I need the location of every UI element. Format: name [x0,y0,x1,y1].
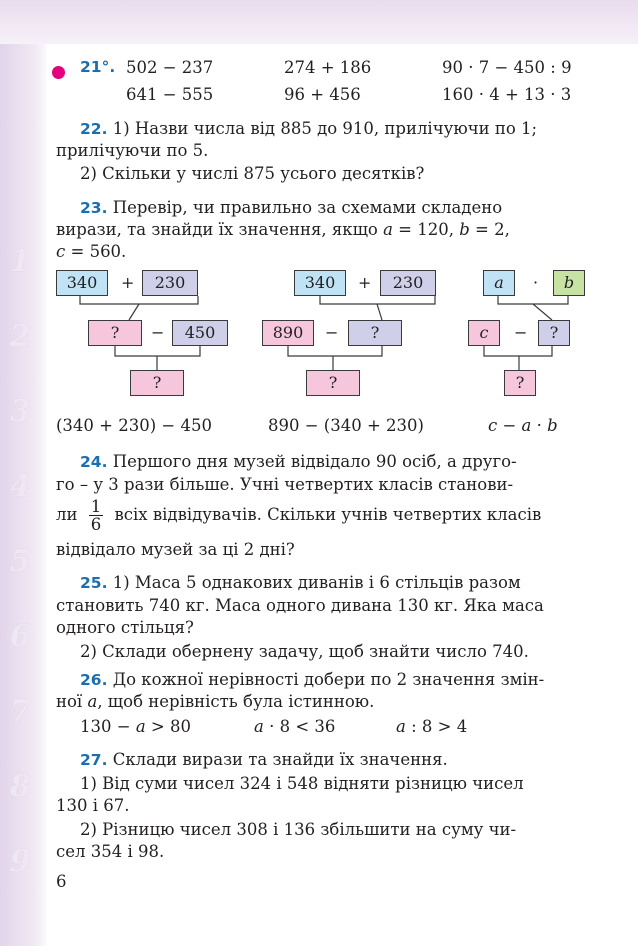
inequality [396,715,467,738]
value-text: = 2, [469,220,510,239]
value-text: = 560. [65,242,127,261]
problem-text: Склади вирази та знайди їх значення. [112,750,448,769]
expression: 90 · 7 − 450 : 9 [442,58,572,77]
problem-24-line3 [56,496,591,534]
side-number: 8 [10,769,31,804]
problem-22-line3: 2) Скільки у числі 875 усього десятків? [80,164,425,183]
scheme-1-box-bottom: ? [130,370,184,396]
variable: a [135,717,146,736]
scheme-1-box-mid-left: ? [88,320,142,346]
scheme-3-expression: c − a · b [488,416,558,435]
scheme-2-expression: 890 − (340 + 230) [268,416,424,435]
scheme-3-op-top: · [533,273,539,292]
problem-text: Першого дня музей відвідало 90 осіб, а друго- [112,452,517,471]
expression: 274 + 186 [284,58,372,77]
problem-number: 22. [80,120,108,138]
scheme-2-op-mid: − [325,323,339,342]
problem-26-line1 [56,668,591,692]
fraction-numerator: 1 [90,497,102,516]
fraction [89,498,104,533]
scheme-1-op-mid: − [151,323,165,342]
variable: a [383,220,393,239]
problem-text: всіх відвідувачів. Скільки учнів четвертих класів [114,505,542,524]
scheme-3-box-bottom: ? [504,370,536,396]
problem-number: 27. [80,751,108,769]
problem-text: 1) Маса 5 однакових диванів і 6 стільців разом [112,573,521,592]
scheme-2-box-mid-left: 890 [262,320,314,346]
scheme-1-expression: (340 + 230) − 450 [56,416,212,435]
problem-22-line2: прилічуючи по 5. [56,141,209,160]
scheme-1-op-top: + [121,273,135,292]
problem-24-line2: го – у 3 рази більше. Учні четвертих класів станови- [56,475,514,494]
scheme-3-op-mid: − [514,323,528,342]
inequality-part: : 8 > 4 [405,717,468,736]
scheme-3-box-mid-right: ? [538,320,570,346]
scheme-2-box-top-left: 340 [294,270,346,296]
scheme-2-op-top: + [358,273,372,292]
inequality [80,715,191,738]
scheme-1-box-top-right: 230 [142,270,198,296]
scheme-3-box-mid-left: c [468,320,500,346]
problem-25-line2: становить 740 кг. Маса одного дивана 130 кг. Яка маса [56,596,544,615]
scheme-2-box-mid-right: ? [348,320,402,346]
problem-number: 26. [80,671,108,689]
inequality-part: 130 − [80,717,136,736]
inequality-part: > 80 [145,717,191,736]
scheme-3-box-top-right: b [553,270,585,296]
expression: 641 − 555 [126,85,214,104]
problem-24-line1 [56,450,591,474]
scheme-2-box-bottom: ? [306,370,360,396]
side-number: 9 [10,844,31,879]
problem-text: вирази, та знайди їх значення, якщо [56,220,378,239]
scheme-1-box-mid-right: 450 [172,320,228,346]
side-number: 2 [10,319,31,354]
variable: a [396,717,406,736]
problem-text: До кожної нерівності добери по 2 значення змін- [112,670,545,689]
page-number: 6 [56,872,67,891]
problem-25-line3: одного стільця? [56,618,194,637]
inequality-part: · 8 < 36 [263,717,336,736]
side-number: 3 [10,394,31,429]
scheme-2-box-top-right: 230 [380,270,436,296]
problem-26-line2 [56,690,591,713]
side-number: 5 [10,544,31,579]
problem-number: 24. [80,453,108,471]
expression: 502 − 237 [126,58,214,77]
inequality [254,715,335,738]
problem-text: Перевір, чи правильно за схемами складено [112,198,503,217]
problem-number: 25. [80,574,108,592]
side-number: 1 [10,244,31,279]
problem-number: 23. [80,199,108,217]
expression: 96 + 456 [284,85,361,104]
problem-text: 1) Назви числа від 885 до 910, прилічуючи по 1; [112,119,538,138]
scheme-1-box-top-left: 340 [56,270,108,296]
variable: b [459,220,470,239]
problem-text: ної [56,692,83,711]
side-number: 7 [10,694,31,729]
problem-25-line1 [56,571,591,595]
side-number: 6 [10,619,31,654]
side-number: 4 [10,469,31,504]
problem-text: , щоб нерівність була істинною. [97,692,375,711]
variable: a [87,692,98,711]
value-text: = 120, [392,220,460,239]
expression: 160 · 4 + 13 · 3 [442,85,572,104]
problem-27-line1 [56,748,591,772]
problem-27-line3: 130 і 67. [56,796,130,815]
problem-27-line5: сел 354 і 98. [56,842,165,861]
problem-27-line2: 1) Від суми чисел 324 і 548 відняти різницю чисел [80,774,524,793]
problem-text: ли [56,505,78,524]
problem-25-line4: 2) Склади обернену задачу, щоб знайти число 740. [80,642,529,661]
variable: c [56,242,66,261]
fraction-denominator: 6 [90,515,102,534]
scheme-3-box-top-left: a [483,270,515,296]
problem-27-line4: 2) Різницю чисел 308 і 136 збільшити на суму чи- [80,820,517,839]
problem-number: 21°. [80,58,116,76]
problem-24-line4: відвідало музей за ці 2 дні? [56,540,295,559]
variable: a [254,717,264,736]
